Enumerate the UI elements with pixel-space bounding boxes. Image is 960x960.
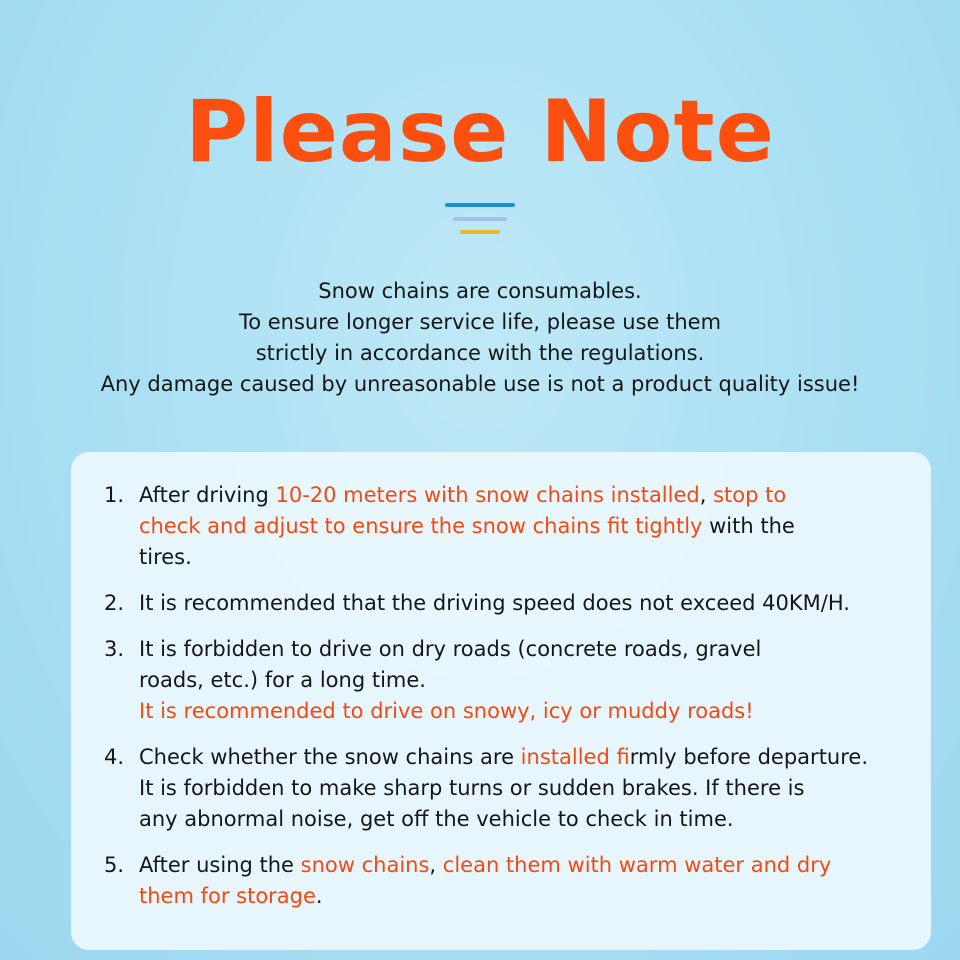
body-text: After driving bbox=[139, 483, 276, 507]
list-item-number: 5. bbox=[104, 853, 125, 877]
list-item-number: 4. bbox=[104, 745, 125, 769]
highlighted-text: It is recommended to drive on snowy, icy or muddy roads! bbox=[139, 699, 754, 723]
highlighted-text: check and adjust to ensure the snow chains fit tightly bbox=[139, 514, 703, 538]
list-item bbox=[71, 850, 931, 912]
intro-line: strictly in accordance with the regulations. bbox=[255, 341, 705, 365]
body-text: roads, etc.) for a long time. bbox=[139, 668, 426, 692]
page-title: Please Note bbox=[185, 82, 775, 182]
body-text: It is forbidden to drive on dry roads (concrete roads, gravel bbox=[139, 637, 762, 661]
highlighted-text: installed fi bbox=[520, 745, 630, 769]
body-text: tires. bbox=[139, 545, 192, 569]
list-item-line bbox=[139, 773, 923, 804]
divider-bar-top bbox=[445, 203, 515, 207]
body-text: , bbox=[429, 853, 443, 877]
highlighted-text: them for storage bbox=[139, 884, 316, 908]
list-item-number: 2. bbox=[104, 591, 125, 615]
list-item-line bbox=[139, 480, 923, 511]
highlighted-text: stop to bbox=[713, 483, 787, 507]
list-item-line bbox=[139, 542, 923, 573]
highlighted-text: snow chains bbox=[300, 853, 430, 877]
intro-line: Any damage caused by unreasonable use is not a product quality issue! bbox=[100, 372, 860, 396]
intro-line: Snow chains are consumables. bbox=[318, 279, 642, 303]
intro-text bbox=[0, 276, 960, 400]
list-item-line bbox=[139, 665, 923, 696]
list-item bbox=[71, 480, 931, 573]
body-text: , bbox=[699, 483, 714, 507]
highlighted-text: clean them with warm water and dry bbox=[442, 853, 832, 877]
body-text: rmly before departure. bbox=[629, 745, 868, 769]
highlighted-text: 10-20 meters with snow chains installed bbox=[275, 483, 700, 507]
intro-line: To ensure longer service life, please use them bbox=[238, 310, 722, 334]
list-item bbox=[71, 634, 931, 727]
list-item-number: 1. bbox=[104, 483, 125, 507]
list-item-line bbox=[139, 850, 923, 881]
list-item-number: 3. bbox=[104, 637, 125, 661]
list-item-line bbox=[139, 804, 923, 835]
list-item-line bbox=[139, 742, 923, 773]
body-text: It is forbidden to make sharp turns or sudden brakes. If there is bbox=[139, 776, 805, 800]
list-item bbox=[71, 588, 931, 619]
title-divider bbox=[0, 203, 960, 235]
body-text: . bbox=[315, 884, 323, 908]
instructions-card bbox=[71, 452, 931, 950]
instructions-list bbox=[71, 480, 931, 927]
body-text: any abnormal noise, get off the vehicle to check in time. bbox=[139, 807, 734, 831]
body-text: Check whether the snow chains are bbox=[139, 745, 521, 769]
list-item bbox=[71, 742, 931, 835]
divider-bar-middle bbox=[453, 217, 507, 221]
list-item-line bbox=[139, 588, 923, 619]
body-text: After using the bbox=[139, 853, 301, 877]
list-item-line bbox=[139, 634, 923, 665]
body-text: It is recommended that the driving speed does not exceed 40KM/H. bbox=[139, 591, 850, 615]
list-item-line bbox=[139, 511, 923, 542]
list-item-line bbox=[139, 881, 923, 912]
list-item-line bbox=[139, 696, 923, 727]
divider-bar-bottom bbox=[460, 230, 500, 234]
body-text: with the bbox=[702, 514, 795, 538]
